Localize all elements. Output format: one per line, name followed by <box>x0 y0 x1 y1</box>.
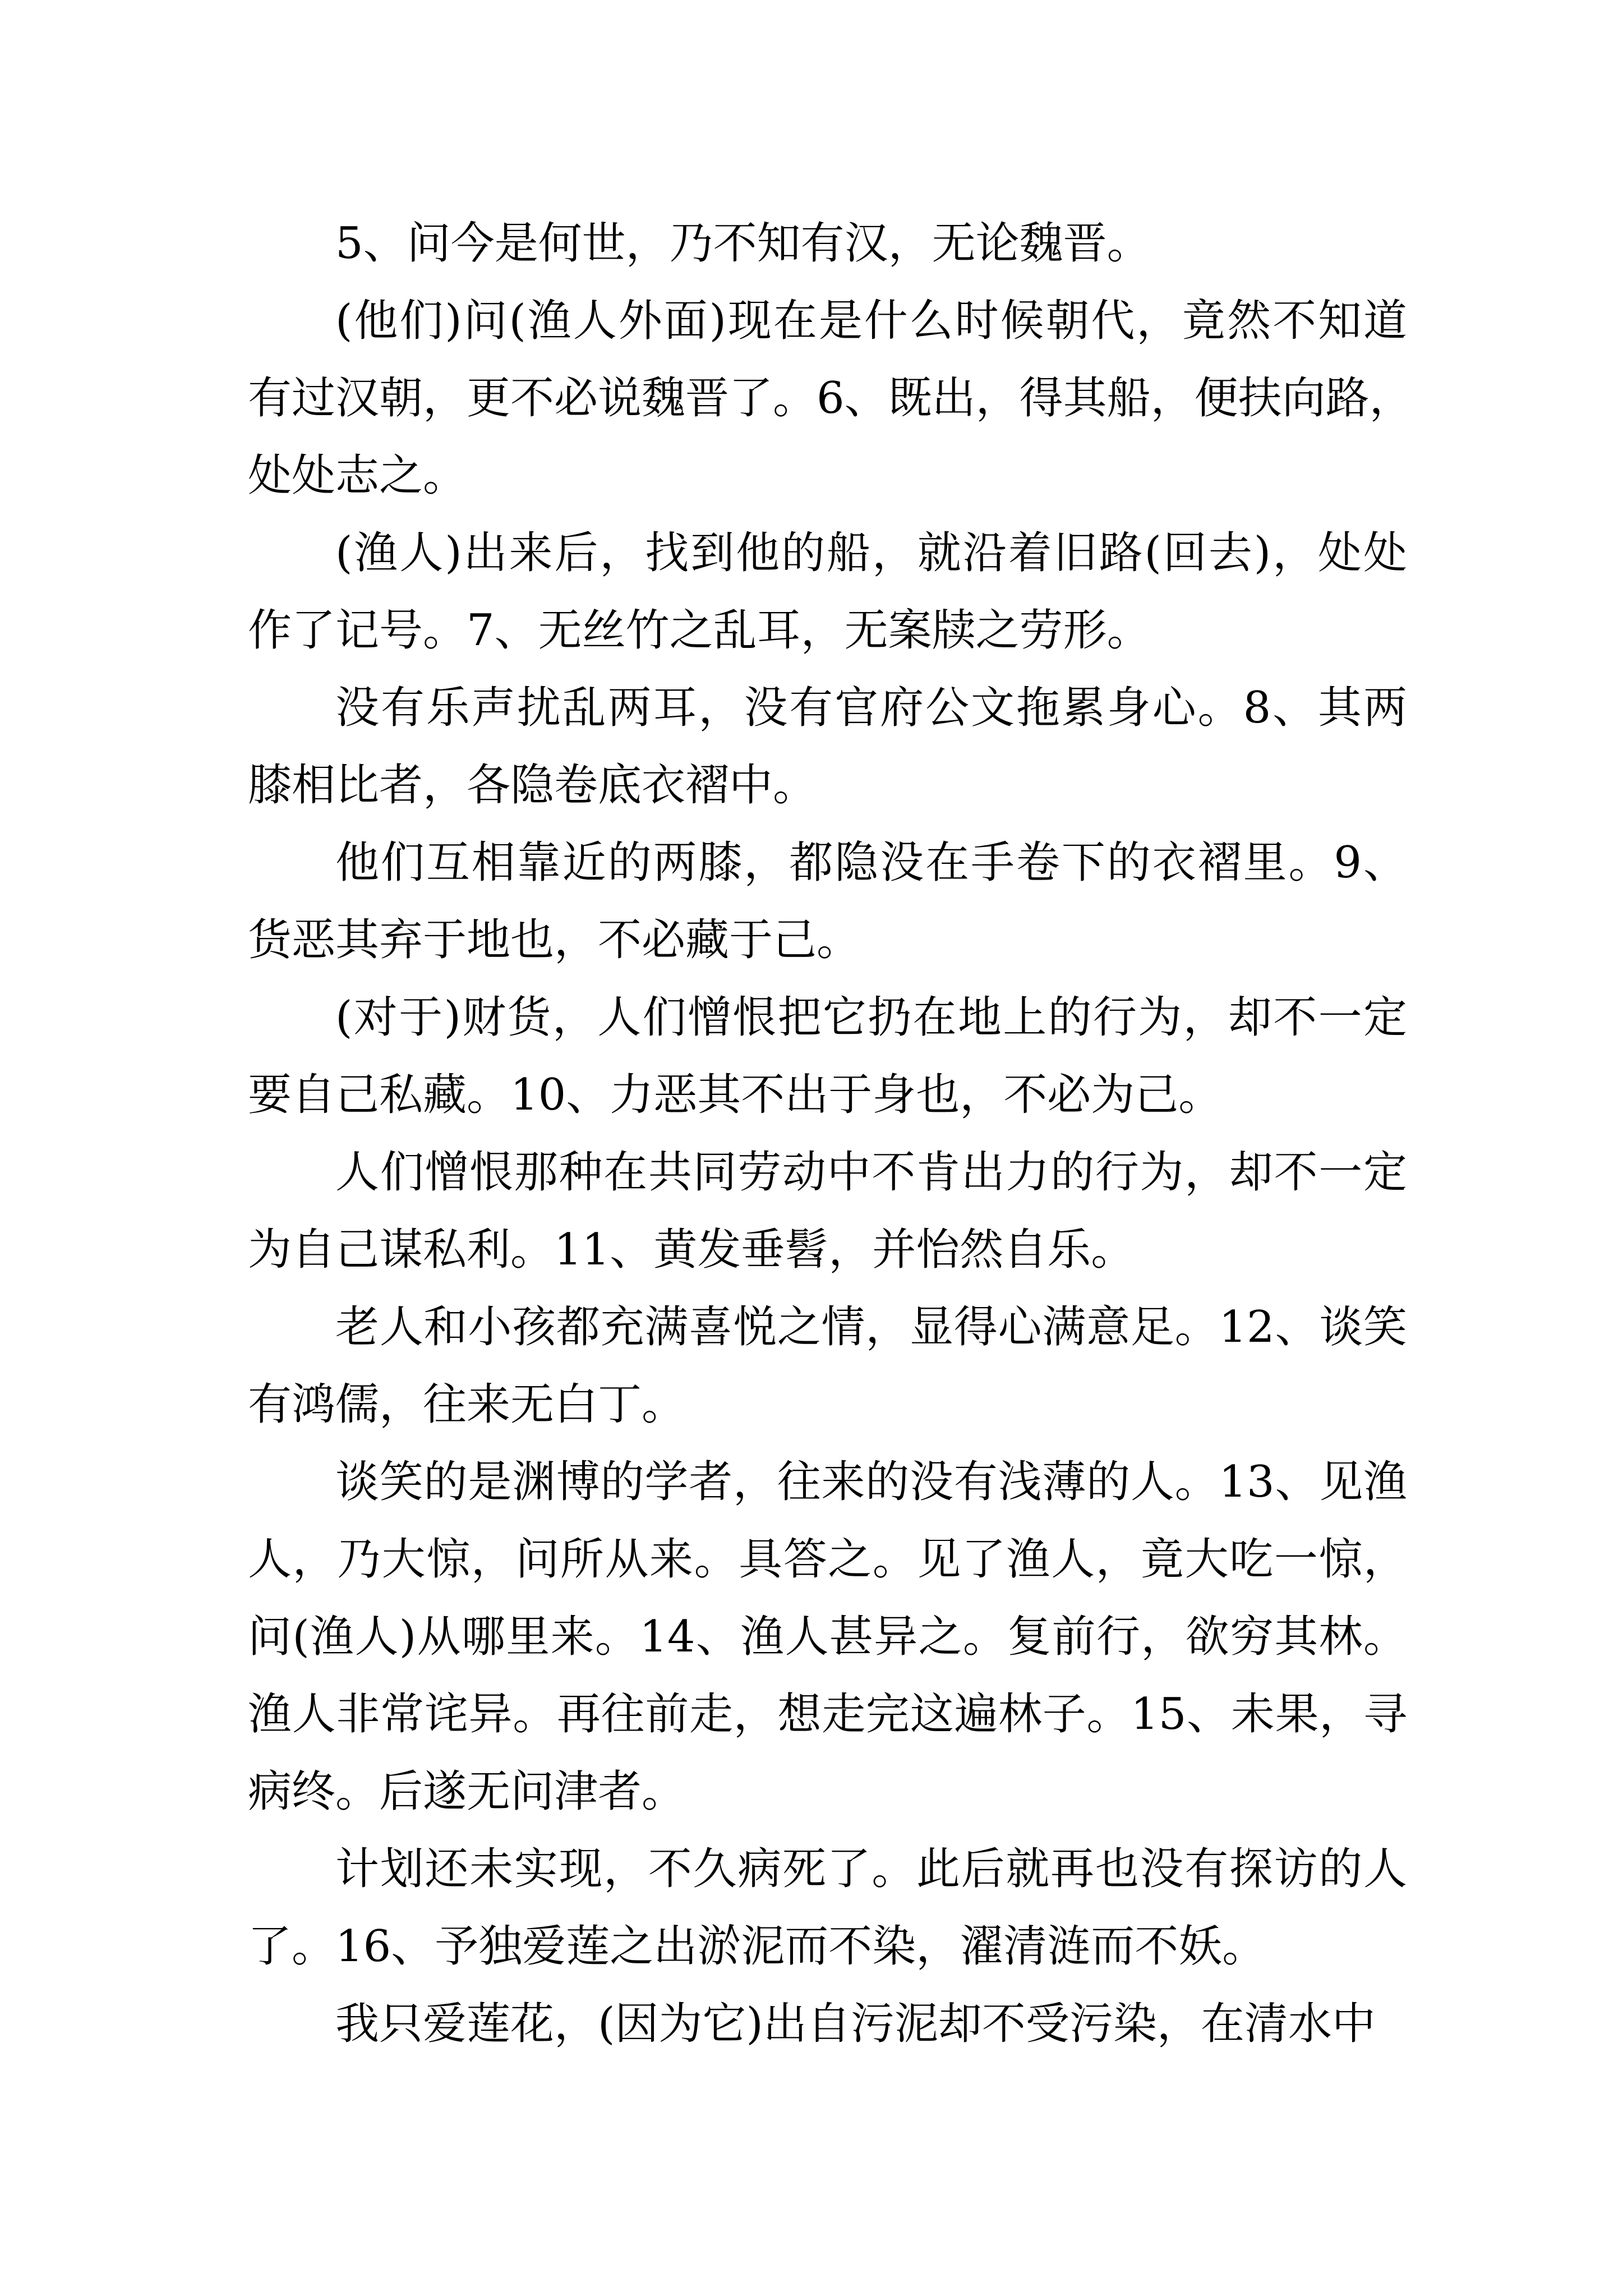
text-line: 病终。后遂无问津者。 <box>248 1766 686 1817</box>
text-line: 货恶其弃于地也，不必藏于己。 <box>248 915 861 965</box>
paragraph <box>248 669 1407 824</box>
text-line: 作了记号。7、无丝竹之乱耳，无案牍之劳形。 <box>248 605 1151 656</box>
text-line: 人，乃大惊，问所从来。具答之。见了渔人，竟大吃一惊， <box>248 1534 1407 1585</box>
text-line: 处处志之。 <box>248 450 467 501</box>
paragraph <box>248 1289 1407 1443</box>
text-line: 问(渔人)从哪里来。14、渔人甚异之。复前行，欲穷其林。 <box>248 1612 1407 1662</box>
text-line: 了。16、予独爱莲之出淤泥而不染，濯清涟而不妖。 <box>248 1921 1266 1972</box>
text-line: 他们互相靠近的两膝，都隐没在手卷下的衣褶里。9、 <box>335 838 1407 888</box>
text-line: 我只爱莲花，(因为它)出自污泥却不受污染，在清水中 <box>335 1999 1376 2049</box>
paragraph <box>248 282 1413 514</box>
paragraph <box>248 1134 1407 1289</box>
text-line: 老人和小孩都充满喜悦之情，显得心满意足。12、谈笑 <box>335 1302 1407 1352</box>
paragraph <box>248 205 1407 282</box>
text-line: 膝相比者，各隐卷底衣褶中。 <box>248 760 817 811</box>
paragraph <box>248 1830 1407 1985</box>
text-line: (对于)财货，人们憎恨把它扔在地上的行为，却不一定 <box>335 992 1407 1043</box>
text-line: 渔人非常诧异。再往前走，想走完这遍林子。15、未果，寻 <box>248 1689 1407 1740</box>
text-line: 计划还未实现，不久病死了。此后就再也没有探访的人 <box>335 1844 1407 1894</box>
text-line: 要自己私藏。10、力恶其不出于身也，不必为己。 <box>248 1070 1223 1120</box>
text-line: 为自己谋私利。11、黄发垂髫，并怡然自乐。 <box>248 1225 1135 1275</box>
text-line: 没有乐声扰乱两耳，没有官府公文拖累身心。8、其两 <box>335 683 1407 733</box>
paragraph <box>248 514 1407 669</box>
document-body <box>248 205 1413 2063</box>
text-line: 谈笑的是渊博的学者，往来的没有浅薄的人。13、见渔 <box>335 1457 1407 1507</box>
text-line: 有过汉朝，更不必说魏晋了。6、既出，得其船，便扶向路， <box>248 373 1413 424</box>
text-line: 有鸿儒，往来无白丁。 <box>248 1379 686 1430</box>
paragraph <box>248 1985 1407 2063</box>
text-line: (渔人)出来后，找到他的船，就沿着旧路(回去)，处处 <box>335 528 1407 578</box>
text-line: 5、问今是何世，乃不知有汉，无论魏晋。 <box>335 218 1151 269</box>
paragraph <box>248 1443 1407 1830</box>
text-line: 人们憎恨那种在共同劳动中不肯出力的行为，却不一定 <box>335 1147 1407 1198</box>
text-line: (他们)问(渔人外面)现在是什么时候朝代，竟然不知道 <box>335 296 1407 346</box>
paragraph <box>248 979 1407 1134</box>
paragraph <box>248 824 1407 979</box>
